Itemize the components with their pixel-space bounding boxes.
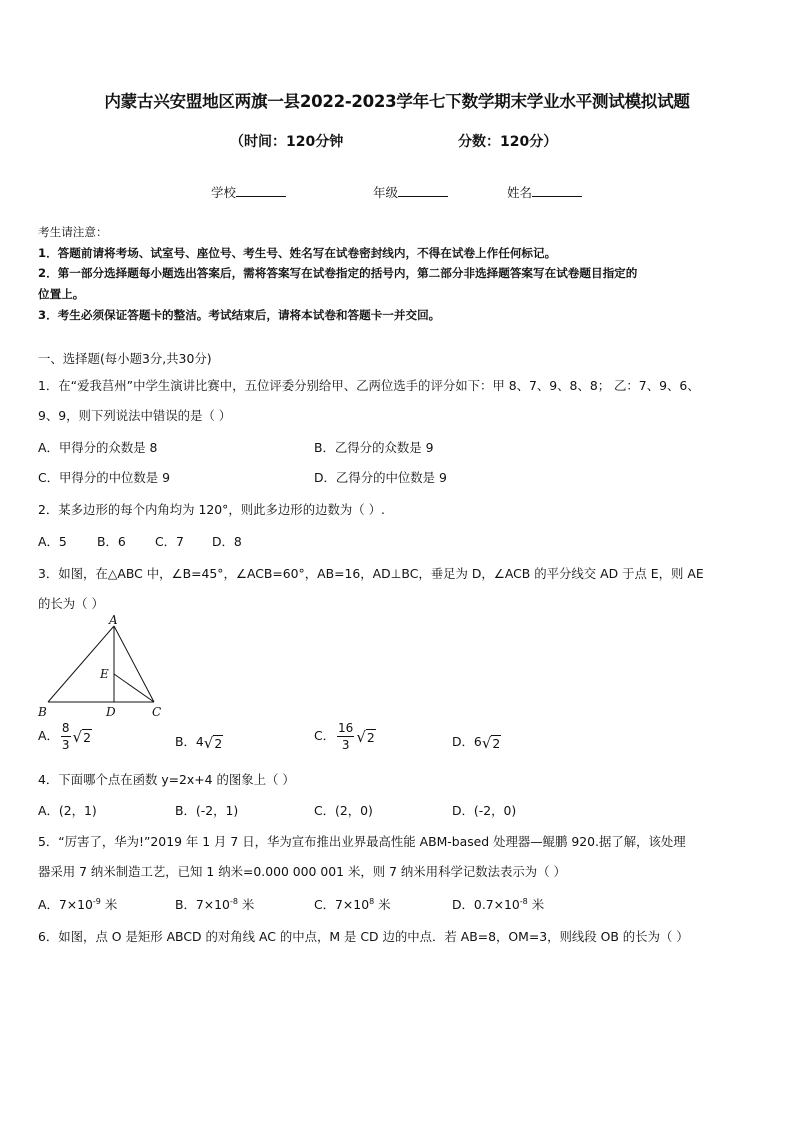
q4-option-a: A．(2，1) xyxy=(38,803,97,818)
label-e: E xyxy=(100,667,109,681)
sqrt-symbol: √2 xyxy=(356,727,375,746)
segment-ab xyxy=(48,626,114,702)
q3-option-c: C． $\frac{16}{3}$ √2 xyxy=(314,721,375,752)
q4-option-c: C．(2，0) xyxy=(314,803,373,818)
q4-option-d: D．(-2，0) xyxy=(452,803,517,818)
q5-option-d: D．$0.7\times 10^{-8}$ 米 xyxy=(452,896,545,912)
section-heading: 一、选择题(每小题3分,共30分) xyxy=(38,351,212,366)
school-blank xyxy=(236,184,286,197)
school-label: 学校 xyxy=(211,185,237,200)
q2-option-d: D．8 xyxy=(212,534,242,549)
q5-option-a: A．$7\times 10^{-9}$ 米 xyxy=(38,896,118,912)
notice-item-2-cont: 位置上。 xyxy=(38,287,85,301)
q5-option-c: C．$7\times 10^8$ 米 xyxy=(314,896,391,912)
q3-option-a: A． $\frac{8}{3}$ √2 xyxy=(38,721,91,752)
q3-option-d: D．6√2 xyxy=(452,733,501,752)
school-field xyxy=(211,183,286,201)
notice-item-3: 3．考生必须保证答题卡的整洁。考试结束后，请将本试卷和答题卡一并交回。 xyxy=(38,308,441,322)
q2-option-c: C．7 xyxy=(155,534,184,549)
q1-option-c: C．甲得分的中位数是 9 xyxy=(38,470,170,485)
label-c: C xyxy=(152,705,162,719)
q3-triangle-figure xyxy=(34,612,174,722)
grade-label: 年级 xyxy=(373,185,399,200)
q3-stem-line2: 的长为（ ） xyxy=(38,596,104,611)
q4-stem: 4．下面哪个点在函数 y=2x+4 的图象上（ ） xyxy=(38,772,295,787)
sqrt-symbol: √2 xyxy=(203,733,223,752)
fraction: $\frac{16}{3}$ xyxy=(338,721,354,752)
q5-stem-line2: 器采用 7 纳米制造工艺，已知 1 纳米=0.000 000 001 米，则 7 纳米用科学记数法表示为（ ） xyxy=(38,864,566,879)
label-d: D xyxy=(106,705,116,719)
grade-blank xyxy=(398,184,448,197)
q2-stem: 2．某多边形的每个内角均为 120°，则此多边形的边数为（ ）. xyxy=(38,502,385,517)
q1-stem-line2: 9、9，则下列说法中错误的是（ ） xyxy=(38,408,232,423)
name-blank xyxy=(532,184,582,197)
q2-option-b: B．6 xyxy=(97,534,126,549)
q1-option-a: A．甲得分的众数是 8 xyxy=(38,440,158,455)
segment-ce xyxy=(114,674,154,702)
label-a: A xyxy=(109,613,118,627)
q5-stem-line1: 5．“厉害了，华为!”2019 年 1 月 7 日，华为宣布推出业界最高性能 ABM-based 处理器—鲲鹏 920.据了解，该处理 xyxy=(38,834,686,849)
q1-option-d: D．乙得分的中位数是 9 xyxy=(314,470,447,485)
grade-field xyxy=(373,183,448,201)
label-b: B xyxy=(38,705,47,719)
segment-ac xyxy=(114,626,154,702)
q1-stem-line1: 1．在“爱我莒州”中学生演讲比赛中，五位评委分别给甲、乙两位选手的评分如下：甲 8、7、9、8、8； 乙：7、9、6、 xyxy=(38,378,700,393)
exam-score: 分数：120分） xyxy=(458,134,558,150)
notice-item-1: 1．答题前请将考场、试室号、座位号、考生号、姓名写在试卷密封线内，不得在试卷上作任何标记。 xyxy=(38,246,557,260)
sqrt-symbol: √2 xyxy=(72,727,91,746)
name-label: 姓名 xyxy=(507,185,533,200)
notice-item-2: 2．第一部分选择题每小题选出答案后，需将答案写在试卷指定的括号内，第二部分非选择题答案写在试卷题目指定的 xyxy=(38,266,638,280)
q3-stem-line1: 3．如图，在△ABC 中，∠B=45°，∠ACB=60°，AB=16，AD⊥BC，垂足为 D，∠ACB 的平分线交 AD 于点 E，则 AE xyxy=(38,566,704,581)
q4-option-b: B．(-2，1) xyxy=(175,803,239,818)
q3-option-b: B．4√2 xyxy=(175,733,223,752)
exam-title: 内蒙古兴安盟地区两旗一县2022-2023学年七下数学期末学业水平测试模拟试题 xyxy=(104,92,690,111)
notice-heading: 考生请注意： xyxy=(38,225,108,239)
sqrt-symbol: √2 xyxy=(481,733,501,752)
name-field xyxy=(507,183,582,201)
q5-option-b: B．$7\times 10^{-8}$ 米 xyxy=(175,896,255,912)
fraction: $\frac{8}{3}$ xyxy=(61,721,70,752)
exam-time: （时间：120分钟 xyxy=(230,134,344,150)
q6-stem: 6．如图，点 O 是矩形 ABCD 的对角线 AC 的中点，M 是 CD 边的中点．若 AB=8，OM=3，则线段 OB 的长为（ ） xyxy=(38,929,689,944)
q2-option-a: A．5 xyxy=(38,534,67,549)
q1-option-b: B．乙得分的众数是 9 xyxy=(314,440,434,455)
